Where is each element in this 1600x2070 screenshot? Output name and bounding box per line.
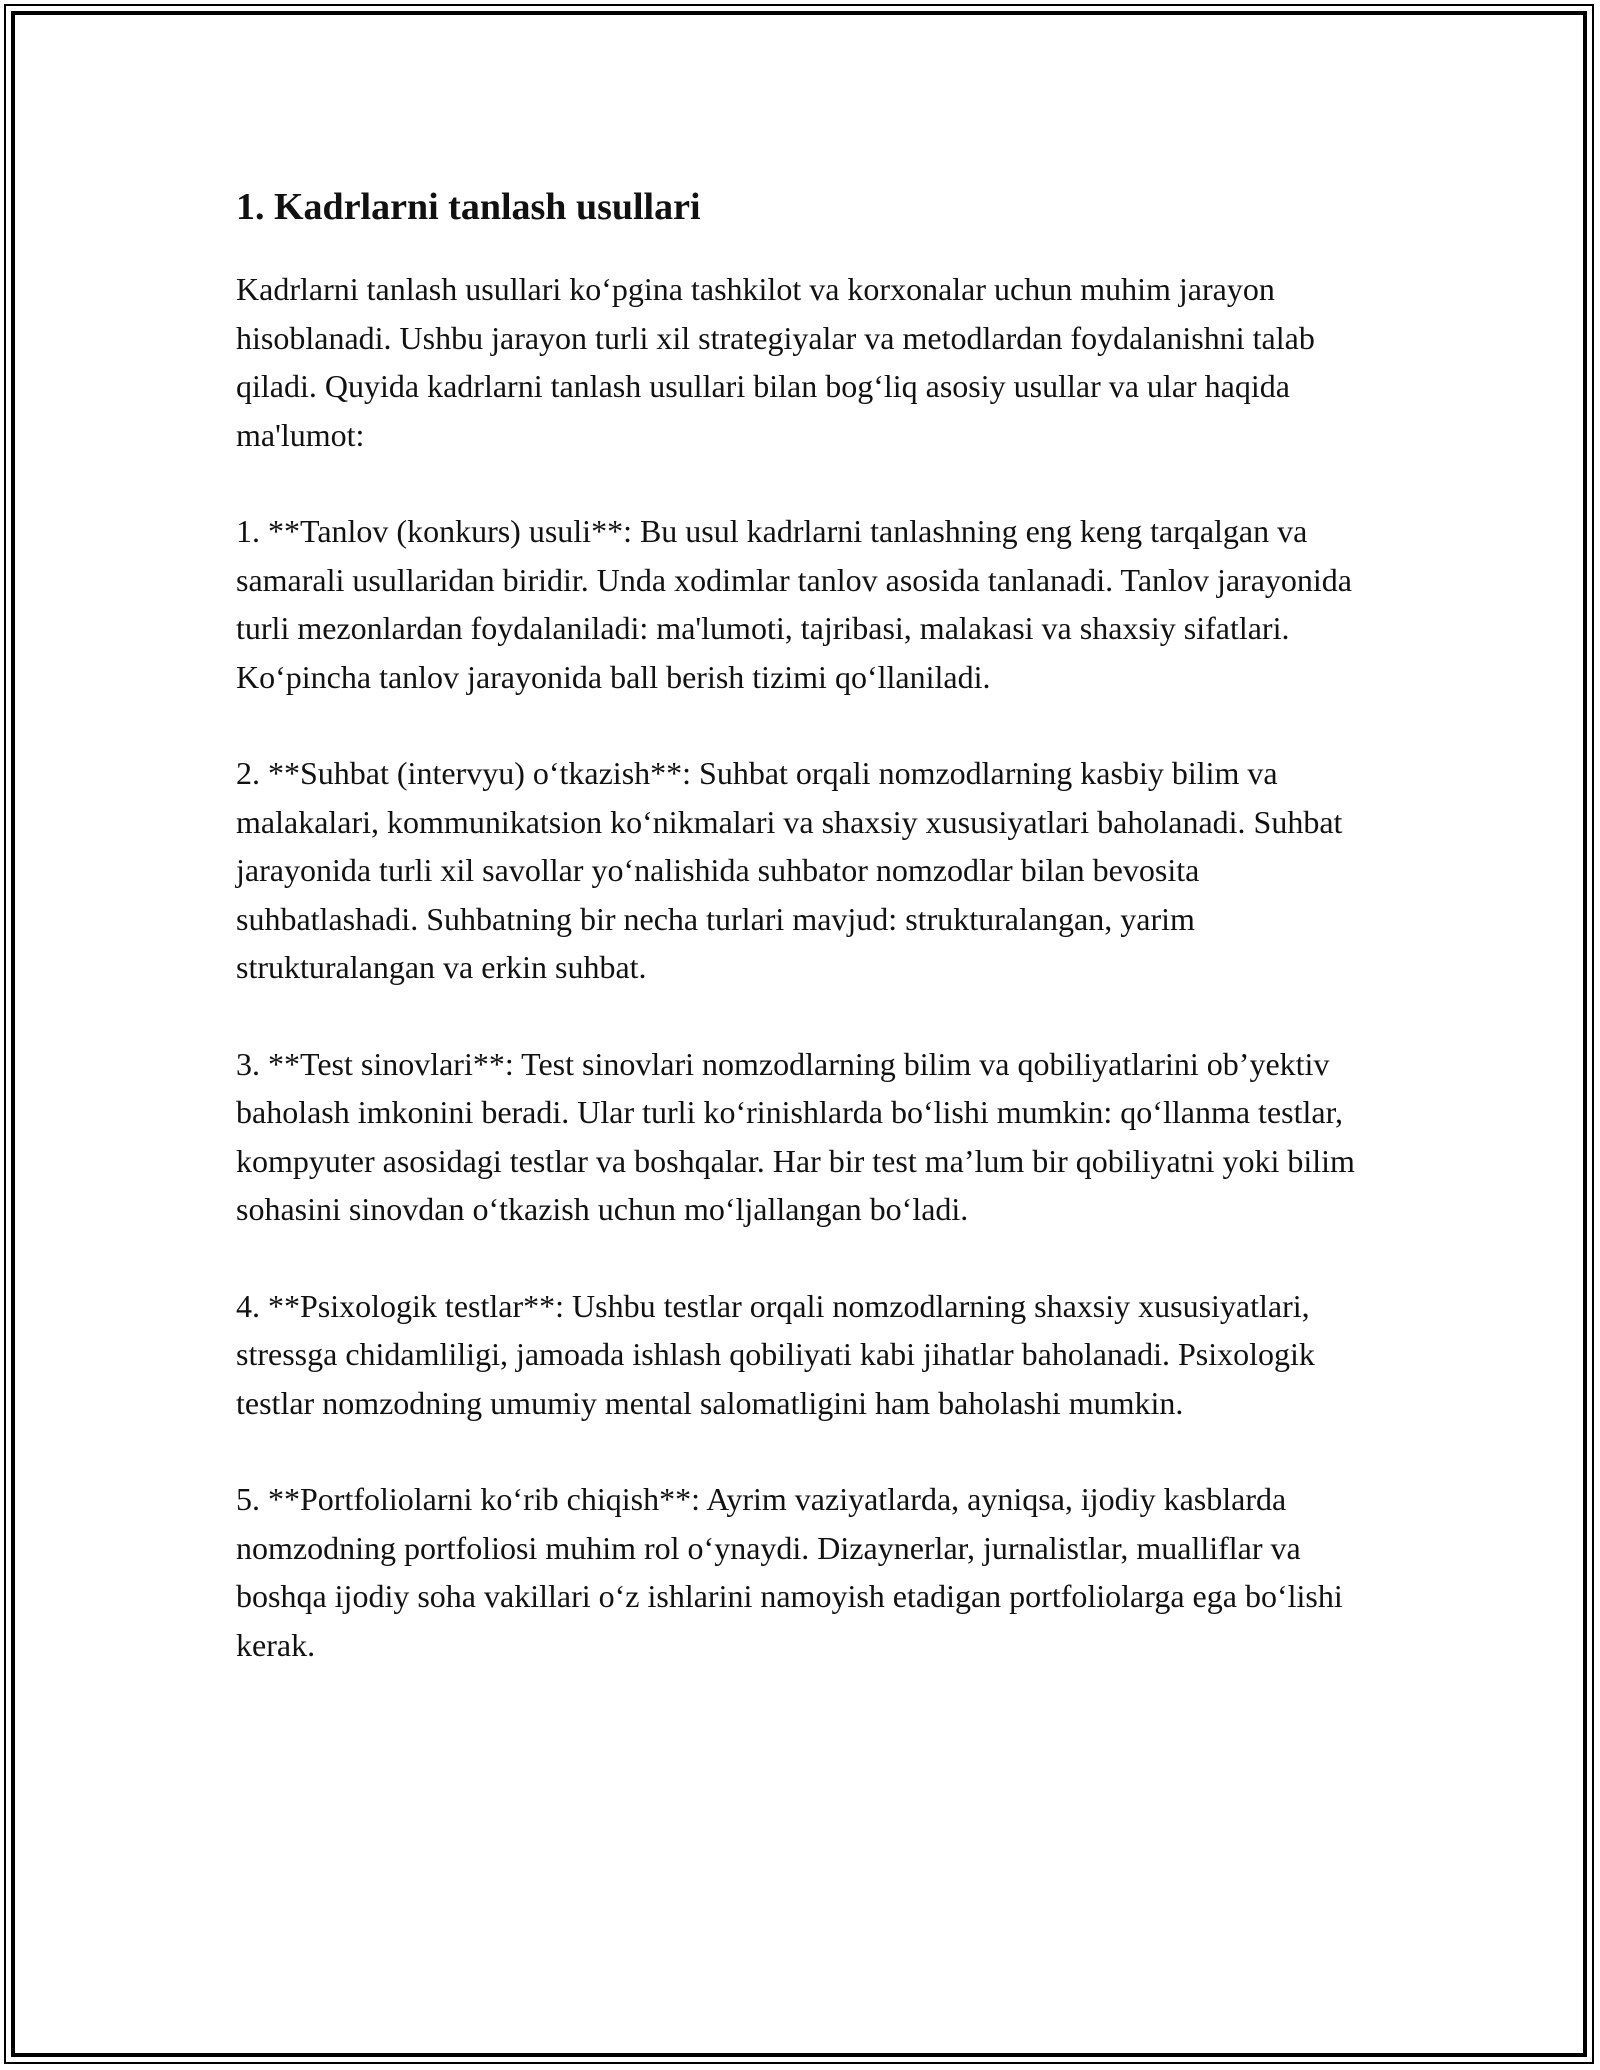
method-paragraph-test: 3. **Test sinovlari**: Test sinovlari nomzodlarning bilim va qobiliyatlarini ob’yektiv baholash imkonini beradi. Ular turli ko‘rinishlarda bo‘lishi mumkin: qo‘llanma testlar, kompyuter asosidagi testlar va boshqalar. Har bir test ma’lum bir qobiliyatni yoki bilim sohasini sinovdan o‘tkazish uchun mo‘ljallangan bo‘ladi. — [236, 1045, 1355, 1228]
method-paragraph-portfolio: 5. **Portfoliolarni ko‘rib chiqish**: Ayrim vaziyatlarda, ayniqsa, ijodiy kasblarda nomzodning portfoliosi muhim rol o‘ynaydi. Dizaynerlar, jurnalistlar, mualliflar va boshqa ijodiy soha vakillari o‘z ishlarini namoyish etadigan portfoliolarga ega bo‘lishi kerak. — [236, 1481, 1343, 1663]
document-body — [236, 183, 1376, 1717]
method-paragraph-psixologik: 4. **Psixologik testlar**: Ushbu testlar orqali nomzodlarning shaxsiy xususiyatlari, stressga chidamliligi, jamoada ishlash qobiliyati kabi jihatlar baholanadi. Psixologik testlar nomzodning umumiy mental salomatligini ham baholashi mumkin. — [236, 1287, 1315, 1421]
method-paragraph-suhbat: 2. **Suhbat (intervyu) o‘tkazish**: Suhbat orqali nomzodlarning kasbiy bilim va malakalari, kommunikatsion ko‘nikmalari va shaxsiy xususiyatlari baholanadi. Suhbat jarayonida turli xil savollar yo‘nalishida suhbator nomzodlar bilan bevosita suhbatlashadi. Suhbatning bir necha turlari mavjud: strukturalangan, yarim strukturalangan va erkin suhbat. — [236, 755, 1343, 986]
document-title: 1. Kadrlarni tanlash usullari — [236, 186, 701, 228]
intro-paragraph: Kadrlarni tanlash usullari ko‘pgina tashkilot va korxonalar uchun muhim jarayon hisoblanadi. Ushbu jarayon turli xil strategiyalar va metodlardan foydalanishni talab qiladi. Quyida kadrlarni tanlash usullari bilan bog‘liq asosiy usullar va ular haqida ma'lumot: — [236, 271, 1315, 453]
method-paragraph-tanlov: 1. **Tanlov (konkurs) usuli**: Bu usul kadrlarni tanlashning eng keng tarqalgan va samarali usullaridan biridir. Unda xodimlar tanlov asosida tanlanadi. Tanlov jarayonida turli mezonlardan foydalaniladi: ma'lumoti, tajribasi, malakasi va shaxsiy sifatlari. Ko‘pincha tanlov jarayonida ball berish tizimi qo‘llaniladi. — [236, 513, 1352, 695]
